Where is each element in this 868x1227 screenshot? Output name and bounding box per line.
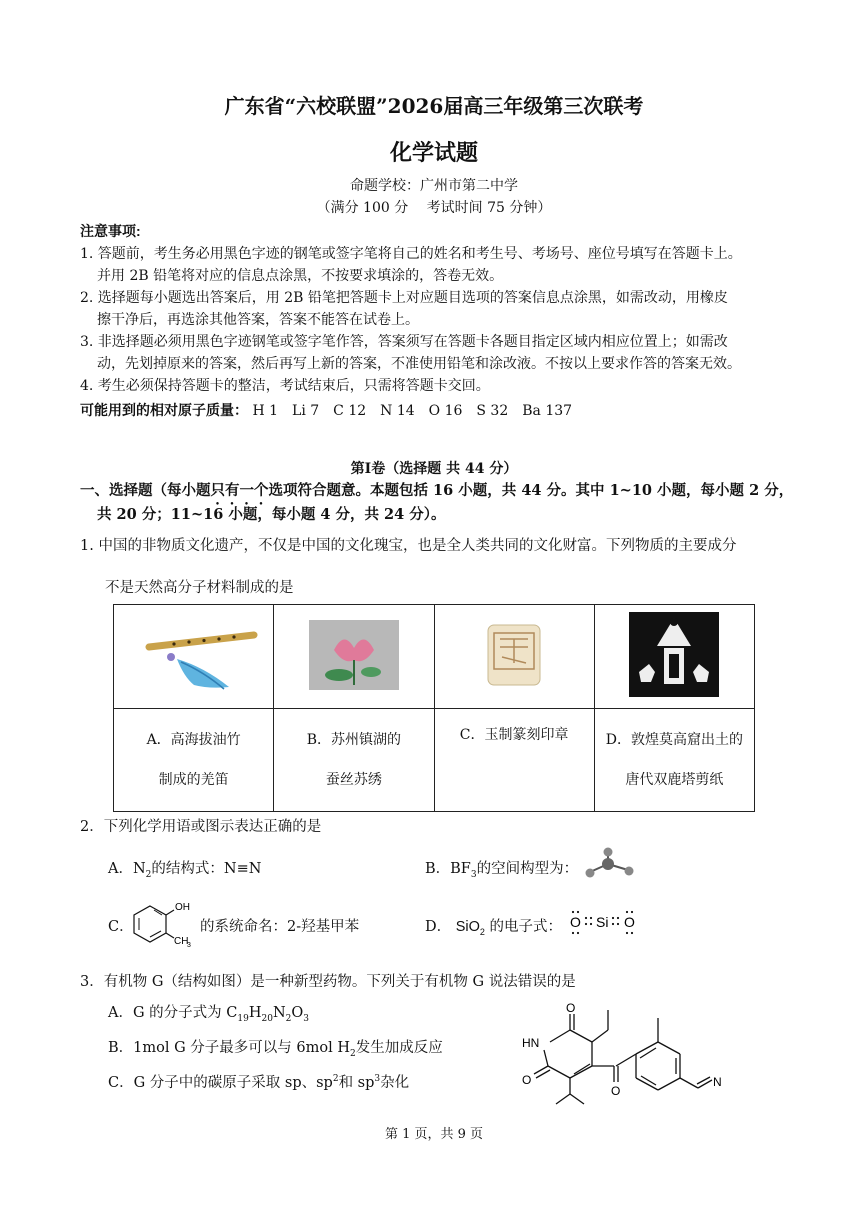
exam-title: 广东省“六校联盟”2026届高三年级第三次联考 xyxy=(224,94,644,118)
q3b-post: 发生加成反应 xyxy=(355,1040,443,1056)
notice-item-1b: 并用 2B 铅笔将对应的信息点涂黑，不按要求填涂的，答卷无效。 xyxy=(97,268,504,284)
notice-heading: 注意事项: xyxy=(80,223,141,239)
q2d-sio: SiO xyxy=(455,919,480,935)
o2-label: O xyxy=(522,1073,532,1087)
bf3-model-icon xyxy=(578,846,638,882)
intro-part-b: 选项符合题意。本题包括 16 小题，共 44 分。其中 1~10 小题，每小题 2 分， xyxy=(268,482,794,499)
o3-label: O xyxy=(611,1084,621,1098)
option-b-line2: 蚕丝苏绣 xyxy=(325,772,382,788)
q1-stem-b: 不是天然高分子材料制成的是 xyxy=(105,580,294,596)
notice-item-4: 4. 考生必须保持答题卡的整洁，考试结束后，只需将答题卡交回。 xyxy=(80,378,490,394)
q3c-sup1: 2 xyxy=(332,1074,339,1085)
intro-part-a: 一、选择题（每小题 xyxy=(80,482,211,499)
molecule-g-structure-icon xyxy=(520,1000,730,1115)
option-d-image xyxy=(594,605,754,709)
esi: Si xyxy=(596,914,609,930)
notice-item-1a: 1. 答题前，考生务必用黑色字迹的钢笔或签字笔将自己的姓名和考生号、考场号、座位号填写在答题卡上。 xyxy=(80,246,742,262)
option-b-line1: B．苏州镇湖的 xyxy=(306,732,402,748)
q2a-end: N xyxy=(248,861,262,877)
q2-option-c-label: C． xyxy=(108,919,134,935)
section-intro-2: 共 20 分；11~16 小题，每小题 4 分，共 24 分）。 xyxy=(97,506,446,523)
q3a-h: H xyxy=(248,1005,262,1021)
q2d-pre: D． xyxy=(425,919,452,935)
option-a-label xyxy=(114,709,274,812)
embroidery-picture-icon xyxy=(309,620,399,690)
option-c-line1: C．玉制篆刻印章 xyxy=(459,727,569,743)
ch-label: CH xyxy=(174,936,189,947)
q2-option-a xyxy=(108,857,261,880)
q2-option-d xyxy=(425,915,562,937)
option-c-image xyxy=(434,605,594,709)
q2b-post: 的空间构型为： xyxy=(476,861,579,877)
q2-stem: 2．下列化学用语或图示表达正确的是 xyxy=(80,819,322,835)
atomic-mass-values: H 1 Li 7 C 12 N 14 O 16 S 32 Ba 137 xyxy=(252,403,573,419)
q3a-n: N xyxy=(272,1005,286,1021)
oh-label: OH xyxy=(175,902,190,913)
eo2: O xyxy=(624,914,635,930)
n-label: N xyxy=(713,1075,722,1089)
q3-stem: 3．有机物 G（结构如图）是一种新型药物。下列关于有机物 G 说法错误的是 xyxy=(80,974,576,990)
notice-item-3a: 3. 非选择题必须用黑色字迹钢笔或签字笔作答，答案须写在答题卡各题目指定区域内相应位置上；如需改 xyxy=(80,334,728,350)
q3-option-c xyxy=(108,1071,409,1092)
q3a-o: O xyxy=(291,1005,304,1021)
page-footer: 第 1 页，共 9 页 xyxy=(384,1127,484,1142)
q1-options-table xyxy=(113,604,755,812)
cresol-structure-icon xyxy=(128,898,198,948)
o1-label: O xyxy=(566,1001,576,1015)
q2b-pre: B．BF xyxy=(425,861,471,877)
q3-option-a xyxy=(108,1001,309,1024)
exam-info: （满分 100 分 考试时间 75 分钟） xyxy=(316,200,552,216)
option-d-line1: D．敦煌莫高窟出土的 xyxy=(605,732,743,748)
q3a-s1: 19 xyxy=(237,1013,249,1024)
flute-picture-icon xyxy=(129,617,259,692)
intro-emphasis: 只有一个 xyxy=(210,482,269,499)
option-b-image xyxy=(274,605,434,709)
option-d-line2: 唐代双鹿塔剪纸 xyxy=(625,772,724,788)
triple-bond: ≡ xyxy=(236,861,249,877)
q2b-sub: 3 xyxy=(470,869,477,880)
q2d-sub: 2 xyxy=(479,926,485,937)
q2d-post: 的电子式： xyxy=(489,919,563,935)
q3b-sub: 2 xyxy=(350,1048,356,1059)
seal-picture-icon xyxy=(478,617,550,692)
q3c-sup2: 3 xyxy=(374,1074,381,1085)
subject-title: 化学试题 xyxy=(389,140,478,166)
option-d-label xyxy=(594,709,754,812)
option-a-line2: 制成的羌笛 xyxy=(158,772,229,788)
q3c-post: 杂化 xyxy=(380,1075,410,1091)
q1-stem-a: 1. 中国的非物质文化遗产，不仅是中国的文化瑰宝，也是全人类共同的文化财富。下列物质的主要成分 xyxy=(80,538,737,554)
proposing-school: 命题学校：广州市第二中学 xyxy=(350,178,518,194)
q3-option-b xyxy=(108,1036,443,1059)
notice-item-2b: 擦干净后，再选涂其他答案，答案不能答在试卷上。 xyxy=(97,312,419,328)
q3a-s4: 3 xyxy=(303,1013,309,1024)
q2a-pre: A．N xyxy=(108,861,146,877)
papercut-picture-icon xyxy=(629,612,719,697)
q3b-pre: B．1mol G 分子最多可以与 6mol H xyxy=(108,1040,351,1056)
q3a-s3: 2 xyxy=(285,1013,292,1024)
q2-option-b xyxy=(425,857,578,880)
q3c-pre: C．G 分子中的碳原子采取 sp、sp xyxy=(108,1075,333,1091)
atomic-mass-label: 可能用到的相对原子质量： xyxy=(80,402,248,418)
ch3-sub: 3 xyxy=(187,942,191,948)
q2a-post: 的结构式：N xyxy=(151,861,237,877)
section-heading: 第Ⅰ卷（选择题 共 44 分） xyxy=(350,461,518,477)
option-c-label xyxy=(434,709,594,812)
notice-item-3b: 动，先划掉原来的答案，然后再写上新的答案，不准使用铅笔和涂改液。不按以上要求作答的答案无效。 xyxy=(97,356,741,372)
q2-option-c-text: 的系统命名：2-羟基甲苯 xyxy=(200,919,360,935)
hn-label: HN xyxy=(522,1036,540,1050)
atomic-mass-line xyxy=(80,399,572,422)
eo1: O xyxy=(570,914,581,930)
notice-item-2a: 2. 选择题每小题选出答案后，用 2B 铅笔把答题卡上对应题目选项的答案信息点涂黑，如需改动，用橡皮 xyxy=(80,290,728,306)
option-a-line1: A．高海拔油竹 xyxy=(146,732,241,748)
q3a-pre: A．G 的分子式为 C xyxy=(108,1005,238,1021)
q3c-mid: 和 sp xyxy=(338,1075,375,1091)
option-a-image xyxy=(114,605,274,709)
q3a-s2: 20 xyxy=(261,1013,273,1024)
sio2-electron-formula-icon xyxy=(566,906,642,938)
option-b-label xyxy=(274,709,434,812)
q2a-sub: 2 xyxy=(145,869,152,880)
